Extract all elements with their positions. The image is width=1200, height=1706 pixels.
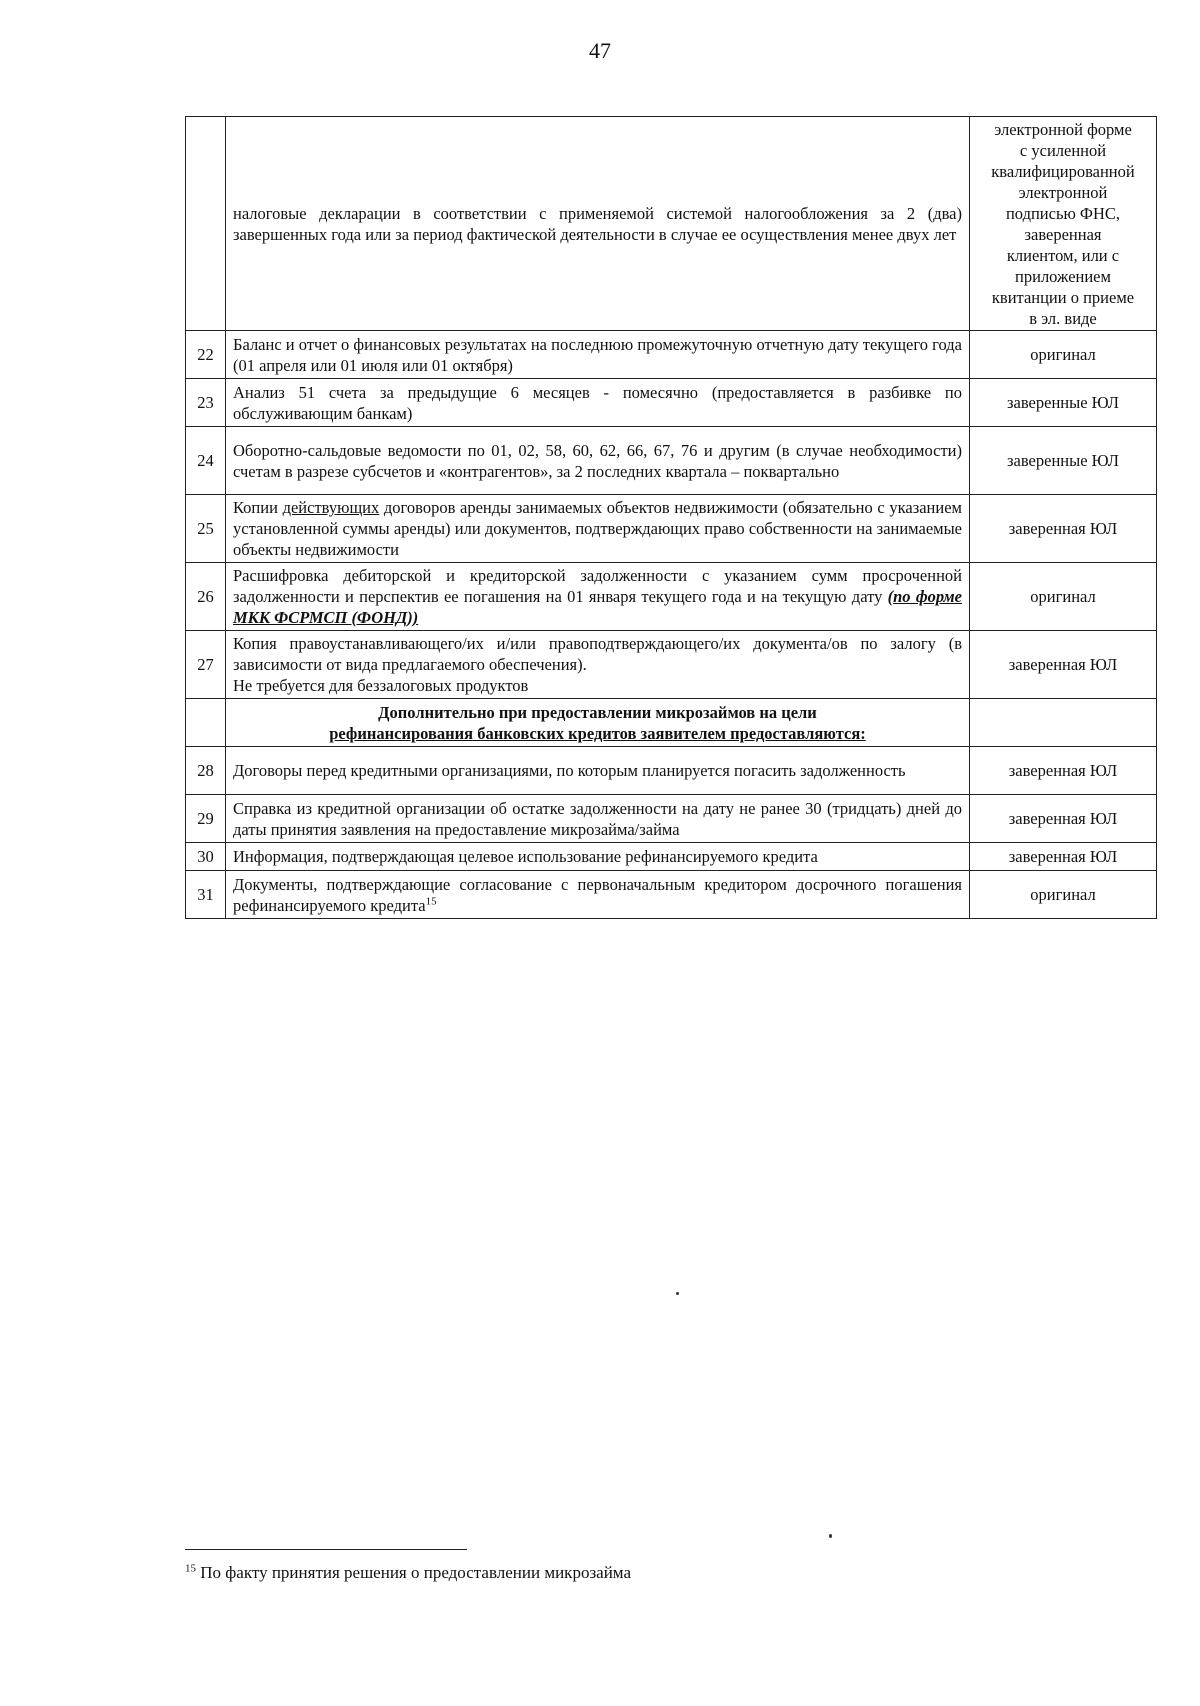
row-number: 28 xyxy=(186,747,226,795)
desc-text: договоров аренды занимаемых объектов недвижимости (обязательно с указанием установленной суммы аренды) или документов, подтверждающих право собственности на занимаемые объекты недвижимости xyxy=(233,498,962,559)
row-form: заверенная ЮЛ xyxy=(970,631,1157,699)
documents-table xyxy=(185,116,1157,919)
desc-text: Копия правоустанавливающего/их и/или правоподтверждающего/их документа/ов по залогу (в зависимости от вида предлагаемого обеспечения). xyxy=(233,634,962,674)
footnote-reference: 15 xyxy=(425,895,437,907)
row-number: 23 xyxy=(186,379,226,427)
row-description: Баланс и отчет о финансовых результатах на последнюю промежуточную отчетную дату текущего года (01 апреля или 01 июля или 01 октября) xyxy=(226,331,970,379)
footnote-marker: 15 xyxy=(185,1562,196,1575)
row-number: 29 xyxy=(186,795,226,843)
desc-emphasis: (по форме МКК ФСРМСП (ФОНД)) xyxy=(233,587,962,627)
section-heading xyxy=(226,699,970,747)
row-form: заверенные ЮЛ xyxy=(970,379,1157,427)
table-row xyxy=(186,631,1157,699)
row-description: Оборотно-сальдовые ведомости по 01, 02, 58, 60, 62, 66, 67, 76 и другим (в случае необходимости) счетам в разрезе субсчетов и «контрагентов», за 2 последних квартала – поквартально xyxy=(226,427,970,495)
row-form: заверенная ЮЛ xyxy=(970,747,1157,795)
row-number: 30 xyxy=(186,843,226,871)
form-line: заверенная xyxy=(1024,224,1102,244)
row-description: Анализ 51 счета за предыдущие 6 месяцев - помесячно (предоставляется в разбивке по обслуживающим банкам) xyxy=(226,379,970,427)
form-line: квалифицированной xyxy=(991,161,1135,181)
table-row xyxy=(186,379,1157,427)
row-form: заверенная ЮЛ xyxy=(970,795,1157,843)
row-description xyxy=(226,631,970,699)
table-row xyxy=(186,495,1157,563)
row-description xyxy=(226,563,970,631)
row-form: оригинал xyxy=(970,331,1157,379)
scan-speck xyxy=(829,1534,832,1538)
row-number: 31 xyxy=(186,871,226,919)
row-number: 26 xyxy=(186,563,226,631)
row-description: Информация, подтверждающая целевое использование рефинансируемого кредита xyxy=(226,843,970,871)
table-row xyxy=(186,331,1157,379)
footnote-separator xyxy=(185,1549,467,1550)
row-form xyxy=(970,699,1157,747)
row-form xyxy=(970,117,1157,331)
page-number: 47 xyxy=(589,38,611,63)
form-line: подписью ФНС, xyxy=(1005,203,1121,223)
row-number: 25 xyxy=(186,495,226,563)
form-line: электронной xyxy=(1018,182,1108,202)
footnote-text: По факту принятия решения о предоставлении микрозайма xyxy=(196,1563,631,1582)
footnote xyxy=(185,1563,631,1583)
row-form: оригинал xyxy=(970,563,1157,631)
form-line: в эл. виде xyxy=(1029,308,1097,328)
section-row xyxy=(186,699,1157,747)
row-description xyxy=(226,495,970,563)
row-number: 22 xyxy=(186,331,226,379)
row-form: оригинал xyxy=(970,871,1157,919)
table-row xyxy=(186,117,1157,331)
table-row xyxy=(186,427,1157,495)
row-description: налоговые декларации в соответствии с применяемой системой налогообложения за 2 (два) завершенных года или за период фактической деятельности в случае ее осуществления менее двух лет xyxy=(226,117,970,331)
section-line: Дополнительно при предоставлении микрозаймов на цели xyxy=(378,702,817,722)
row-description: Договоры перед кредитными организациями, по которым планируется погасить задолженность xyxy=(226,747,970,795)
desc-underlined: действующих xyxy=(282,498,380,517)
desc-text: Документы, подтверждающие согласование с первоначальным кредитором досрочного погашения рефинансируемого кредита xyxy=(233,874,962,915)
row-number xyxy=(186,699,226,747)
scan-speck xyxy=(676,1292,679,1295)
form-line: приложением xyxy=(1015,266,1111,286)
row-number xyxy=(186,117,226,331)
row-form: заверенная ЮЛ xyxy=(970,495,1157,563)
table-row xyxy=(186,871,1157,919)
desc-text: Копии xyxy=(233,498,283,517)
table-row xyxy=(186,795,1157,843)
row-description: Справка из кредитной организации об остатке задолженности на дату не ранее 30 (тридцать) дней до даты принятия заявления на предоставление микрозайма/займа xyxy=(226,795,970,843)
form-line: квитанции о приеме xyxy=(991,287,1135,307)
section-line: рефинансирования банковских кредитов заявителем предоставляются: xyxy=(329,723,866,743)
form-line: электронной форме xyxy=(994,119,1132,139)
table-row xyxy=(186,747,1157,795)
form-line: клиентом, или с xyxy=(1006,245,1120,265)
row-form: заверенная ЮЛ xyxy=(970,843,1157,871)
form-line: с усиленной xyxy=(1019,140,1107,160)
row-description xyxy=(226,871,970,919)
desc-note: Не требуется для беззалоговых продуктов xyxy=(233,676,529,695)
table-row xyxy=(186,563,1157,631)
table-row xyxy=(186,843,1157,871)
row-form: заверенные ЮЛ xyxy=(970,427,1157,495)
desc-text: Расшифровка дебиторской и кредиторской задолженности с указанием сумм просроченной задолженности и перспектив ее погашения на 01 января текущего года и на текущую дату xyxy=(233,566,962,606)
row-number: 27 xyxy=(186,631,226,699)
row-number: 24 xyxy=(186,427,226,495)
